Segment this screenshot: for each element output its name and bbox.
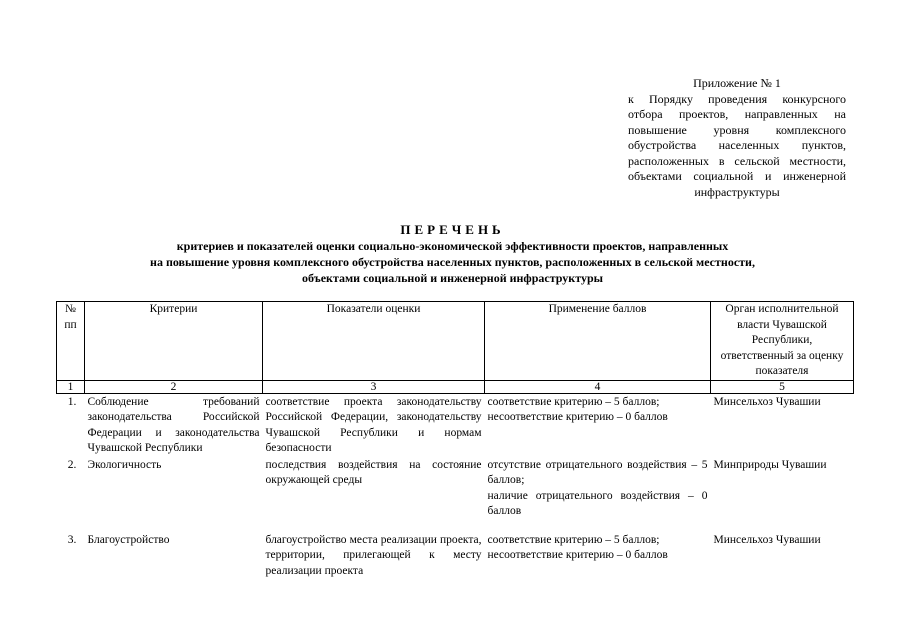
- column-number: 3: [263, 380, 485, 393]
- document-subtitle: [40, 238, 865, 286]
- header-criteria: Критерии: [85, 302, 263, 381]
- row-criterion: Соблюдение требований законодательства Российской Федерации и законодательства Чувашской Республики: [87, 395, 260, 454]
- table-header-row: [57, 302, 854, 381]
- row-indicator: последствия воздействия на состояние окружающей среды: [265, 458, 482, 486]
- row-indicator: благоустройство места реализации проекта, территории, прилегающей к месту реализации проекта: [265, 533, 482, 577]
- header-points: Применение баллов: [485, 302, 711, 381]
- table-row: [57, 393, 854, 457]
- subtitle-line: критериев и показателей оценки социально-экономической эффективности проектов, направленных: [176, 239, 729, 253]
- appendix-title: Приложение № 1: [693, 76, 781, 90]
- row-authority: Минсельхоз Чувашии: [713, 533, 821, 546]
- row-criterion: Экологичность: [87, 458, 162, 471]
- row-indicator: соответствие проекта законодательству Российской Федерации, законодательству Чувашской Республики и нормам безопасности: [265, 395, 482, 454]
- row-points: [485, 457, 711, 532]
- row-criterion: Благоустройство: [87, 533, 170, 546]
- points-line: несоответствие критерию – 0 баллов: [487, 411, 668, 423]
- subtitle-line: объектами социальной и инженерной инфраструктуры: [302, 271, 603, 285]
- header-indicators: Показатели оценки: [263, 302, 485, 381]
- table-row: [57, 457, 854, 532]
- row-number: 2.: [67, 458, 77, 471]
- row-points: [485, 532, 711, 580]
- row-points: [485, 393, 711, 457]
- column-number: 2: [85, 380, 263, 393]
- table-row: [57, 532, 854, 580]
- column-number: 1: [57, 380, 85, 393]
- row-authority: Минприроды Чувашии: [713, 458, 827, 471]
- header-number: № пп: [57, 302, 85, 381]
- points-line: несоответствие критерию – 0 баллов: [487, 549, 668, 561]
- row-number: 1.: [67, 395, 77, 408]
- row-authority: Минсельхоз Чувашии: [713, 395, 821, 408]
- column-number: 4: [485, 380, 711, 393]
- row-number: 3.: [67, 533, 77, 546]
- points-line: наличие отрицательного воздействия – 0 баллов: [487, 489, 708, 517]
- appendix-block: [628, 76, 846, 200]
- subtitle-line: на повышение уровня комплексного обустройства населенных пунктов, расположенных в сельской местности,: [150, 255, 755, 269]
- criteria-table: [56, 301, 854, 579]
- header-authority: Орган исполнительной власти Чувашской Республики, ответственный за оценку показателя: [711, 302, 854, 381]
- document-title: ПЕРЕЧЕНЬ: [400, 222, 505, 237]
- appendix-body: к Порядку проведения конкурсного отбора проектов, направленных на повышение уровня комплексного обустройства населенных пунктов, расположенных в сельской местности, объектами социальной и инженерной инфраструктуры: [628, 91, 846, 199]
- points-line: соответствие критерию – 5 баллов;: [487, 533, 660, 546]
- points-line: отсутствие отрицательного воздействия – 5 баллов;: [487, 458, 708, 486]
- points-line: соответствие критерию – 5 баллов;: [487, 395, 660, 408]
- column-number: 5: [711, 380, 854, 393]
- column-number-row: [57, 380, 854, 393]
